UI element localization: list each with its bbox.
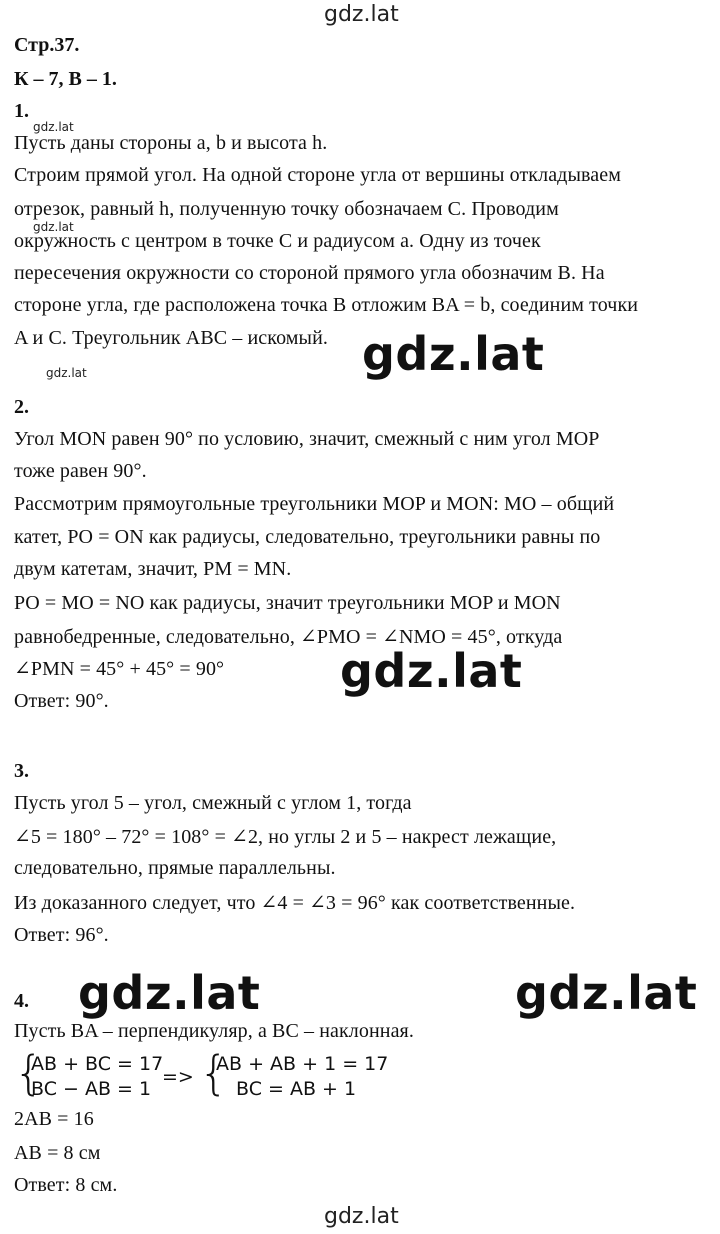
task2-number: 2. <box>14 396 29 418</box>
system2-brace: { <box>199 1046 229 1100</box>
watermark-big-3: gdz.lat <box>78 966 261 1020</box>
watermark-bottom: gdz.lat <box>324 1204 399 1229</box>
task2-line-2: тоже равен 90°. <box>14 460 147 482</box>
task1-line-3: отрезок, равный h, полученную точку обозначаем C. Проводим <box>14 198 559 220</box>
implies-arrow: => <box>162 1066 194 1088</box>
task3-line-4: Из доказанного следует, что ∠4 = ∠3 = 96° как соответственные. <box>14 892 576 914</box>
task2-line-7: равнобедренные, следовательно, ∠PMO = ∠NMO = 45°, откуда <box>14 626 563 648</box>
task4-line-1: 2AB = 16 <box>14 1108 94 1130</box>
page-number-heading: Стр.37. <box>14 34 80 56</box>
task3-answer: Ответ: 96°. <box>14 924 109 946</box>
task1-line-7: A и C. Треугольник ABC – искомый. <box>14 327 329 349</box>
task2-line-1: Угол MON равен 90° по условию, значит, смежный с ним угол MOP <box>14 428 600 450</box>
task4-number: 4. <box>14 990 29 1012</box>
watermark-tiny-1: gdz.lat <box>33 120 74 134</box>
task1-line-1: Пусть даны стороны a, b и высота h. <box>14 132 328 154</box>
watermark-big-4: gdz.lat <box>515 966 698 1020</box>
task4-intro: Пусть BA – перпендикуляр, а BC – наклонная. <box>14 1020 414 1042</box>
task1-line-4: окружность с центром в точке C и радиусом a. Одну из точек <box>14 230 541 252</box>
task2-line-3: Рассмотрим прямоугольные треугольники MOP и MON: MO – общий <box>14 493 615 515</box>
task3-line-3: следовательно, прямые параллельны. <box>14 857 336 879</box>
task1-line-6: стороне угла, где расположена точка B отложим BA = b, соединим точки <box>14 294 639 316</box>
task3-line-2: ∠5 = 180° – 72° = 108° = ∠2, но углы 2 и 5 – накрест лежащие, <box>14 826 557 848</box>
system2-eq2: BC = AB + 1 <box>236 1078 357 1100</box>
watermark-tiny-2: gdz.lat <box>33 220 74 234</box>
variant-heading: К – 7, В – 1. <box>14 68 117 90</box>
task1-line-2: Строим прямой угол. На одной стороне угла от вершины откладываем <box>14 164 621 186</box>
task1-number: 1. <box>14 100 29 122</box>
watermark-top: gdz.lat <box>324 2 399 27</box>
task2-answer: Ответ: 90°. <box>14 690 109 712</box>
task4-line-2: AB = 8 см <box>14 1142 101 1164</box>
task4-answer: Ответ: 8 см. <box>14 1174 118 1196</box>
task3-line-1: Пусть угол 5 – угол, смежный с углом 1, тогда <box>14 792 412 814</box>
system2-eq1: AB + AB + 1 = 17 <box>216 1053 389 1075</box>
watermark-tiny-3: gdz.lat <box>46 366 87 380</box>
task2-line-5: двум катетам, значит, PM = MN. <box>14 558 292 580</box>
task2-line-4: катет, PO = ON как радиусы, следовательно, треугольники равны по <box>14 526 601 548</box>
task2-line-6: PO = MO = NO как радиусы, значит треугольники MOP и MON <box>14 592 561 614</box>
system1-eq2: BC − AB = 1 <box>31 1078 152 1100</box>
system1-brace: { <box>14 1046 44 1100</box>
watermark-big-2: gdz.lat <box>340 644 523 698</box>
watermark-big-1: gdz.lat <box>362 327 545 381</box>
task3-number: 3. <box>14 760 29 782</box>
task2-line-8: ∠PMN = 45° + 45° = 90° <box>14 658 225 680</box>
system1-eq1: AB + BC = 17 <box>31 1053 164 1075</box>
task1-line-5: пересечения окружности со стороной прямого угла обозначим B. На <box>14 262 605 284</box>
